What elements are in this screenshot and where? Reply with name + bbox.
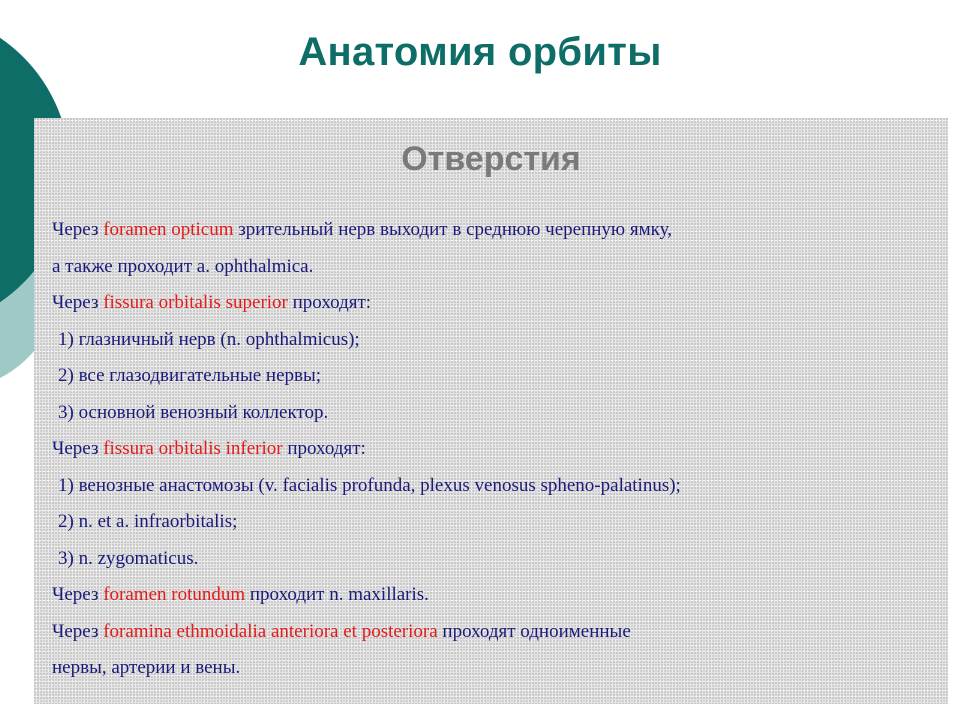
latin-term-foramen-rotundum: foramen rotundum	[103, 584, 246, 605]
line-prefix: Через	[52, 620, 104, 642]
list-item-inferior-1: 1) венозные анастомозы (v. facialis profunda, plexus venosus spheno-palatinus);	[58, 474, 681, 496]
text-line-1	[52, 212, 938, 249]
list-item-inferior-2: 2) n. et a. infraorbitalis;	[58, 511, 238, 532]
text-line-12	[52, 614, 938, 651]
panel-heading: Отверстия	[401, 140, 581, 178]
line-prefix: Через	[52, 438, 104, 459]
list-item-inferior-3: 3) n. zygomaticus.	[58, 547, 199, 569]
line-prefix: Через	[52, 219, 104, 240]
list-item-superior-2: 2) все глазодвигательные нервы;	[58, 365, 322, 386]
line-prefix: Через	[52, 584, 104, 605]
latin-term-foramina-ethmoidalia: foramina ethmoidalia anteriora et posteriora	[103, 620, 438, 642]
list-item-superior-1: 1) глазничный нерв (n. ophthalmicus);	[58, 328, 360, 350]
panel-body	[52, 212, 938, 687]
line-suffix: проходят одноименные	[437, 620, 631, 642]
latin-term-fissura-orbitalis-superior: fissura orbitalis superior	[103, 292, 288, 313]
text-line-7	[52, 431, 938, 468]
latin-term-fissura-orbitalis-inferior: fissura orbitalis inferior	[103, 438, 283, 459]
text-line-11	[52, 577, 938, 614]
text-line-13: нервы, артерии и вены.	[52, 657, 241, 678]
line-suffix: проходят:	[287, 292, 372, 313]
line-suffix: проходит n. maxillaris.	[245, 584, 429, 605]
line-prefix: Через	[52, 292, 104, 313]
line-suffix: проходят:	[282, 438, 366, 459]
text-line-2: а также проходит a. ophthalmica.	[52, 255, 314, 277]
slide-title: Анатомия орбиты	[298, 30, 662, 74]
line-suffix: зрительный нерв выходит в среднюю черепную ямку,	[233, 219, 672, 240]
content-panel	[34, 118, 948, 704]
text-line-3	[52, 285, 938, 322]
list-item-superior-3: 3) основной венозный коллектор.	[58, 401, 329, 423]
latin-term-foramen-opticum: foramen opticum	[103, 219, 234, 240]
